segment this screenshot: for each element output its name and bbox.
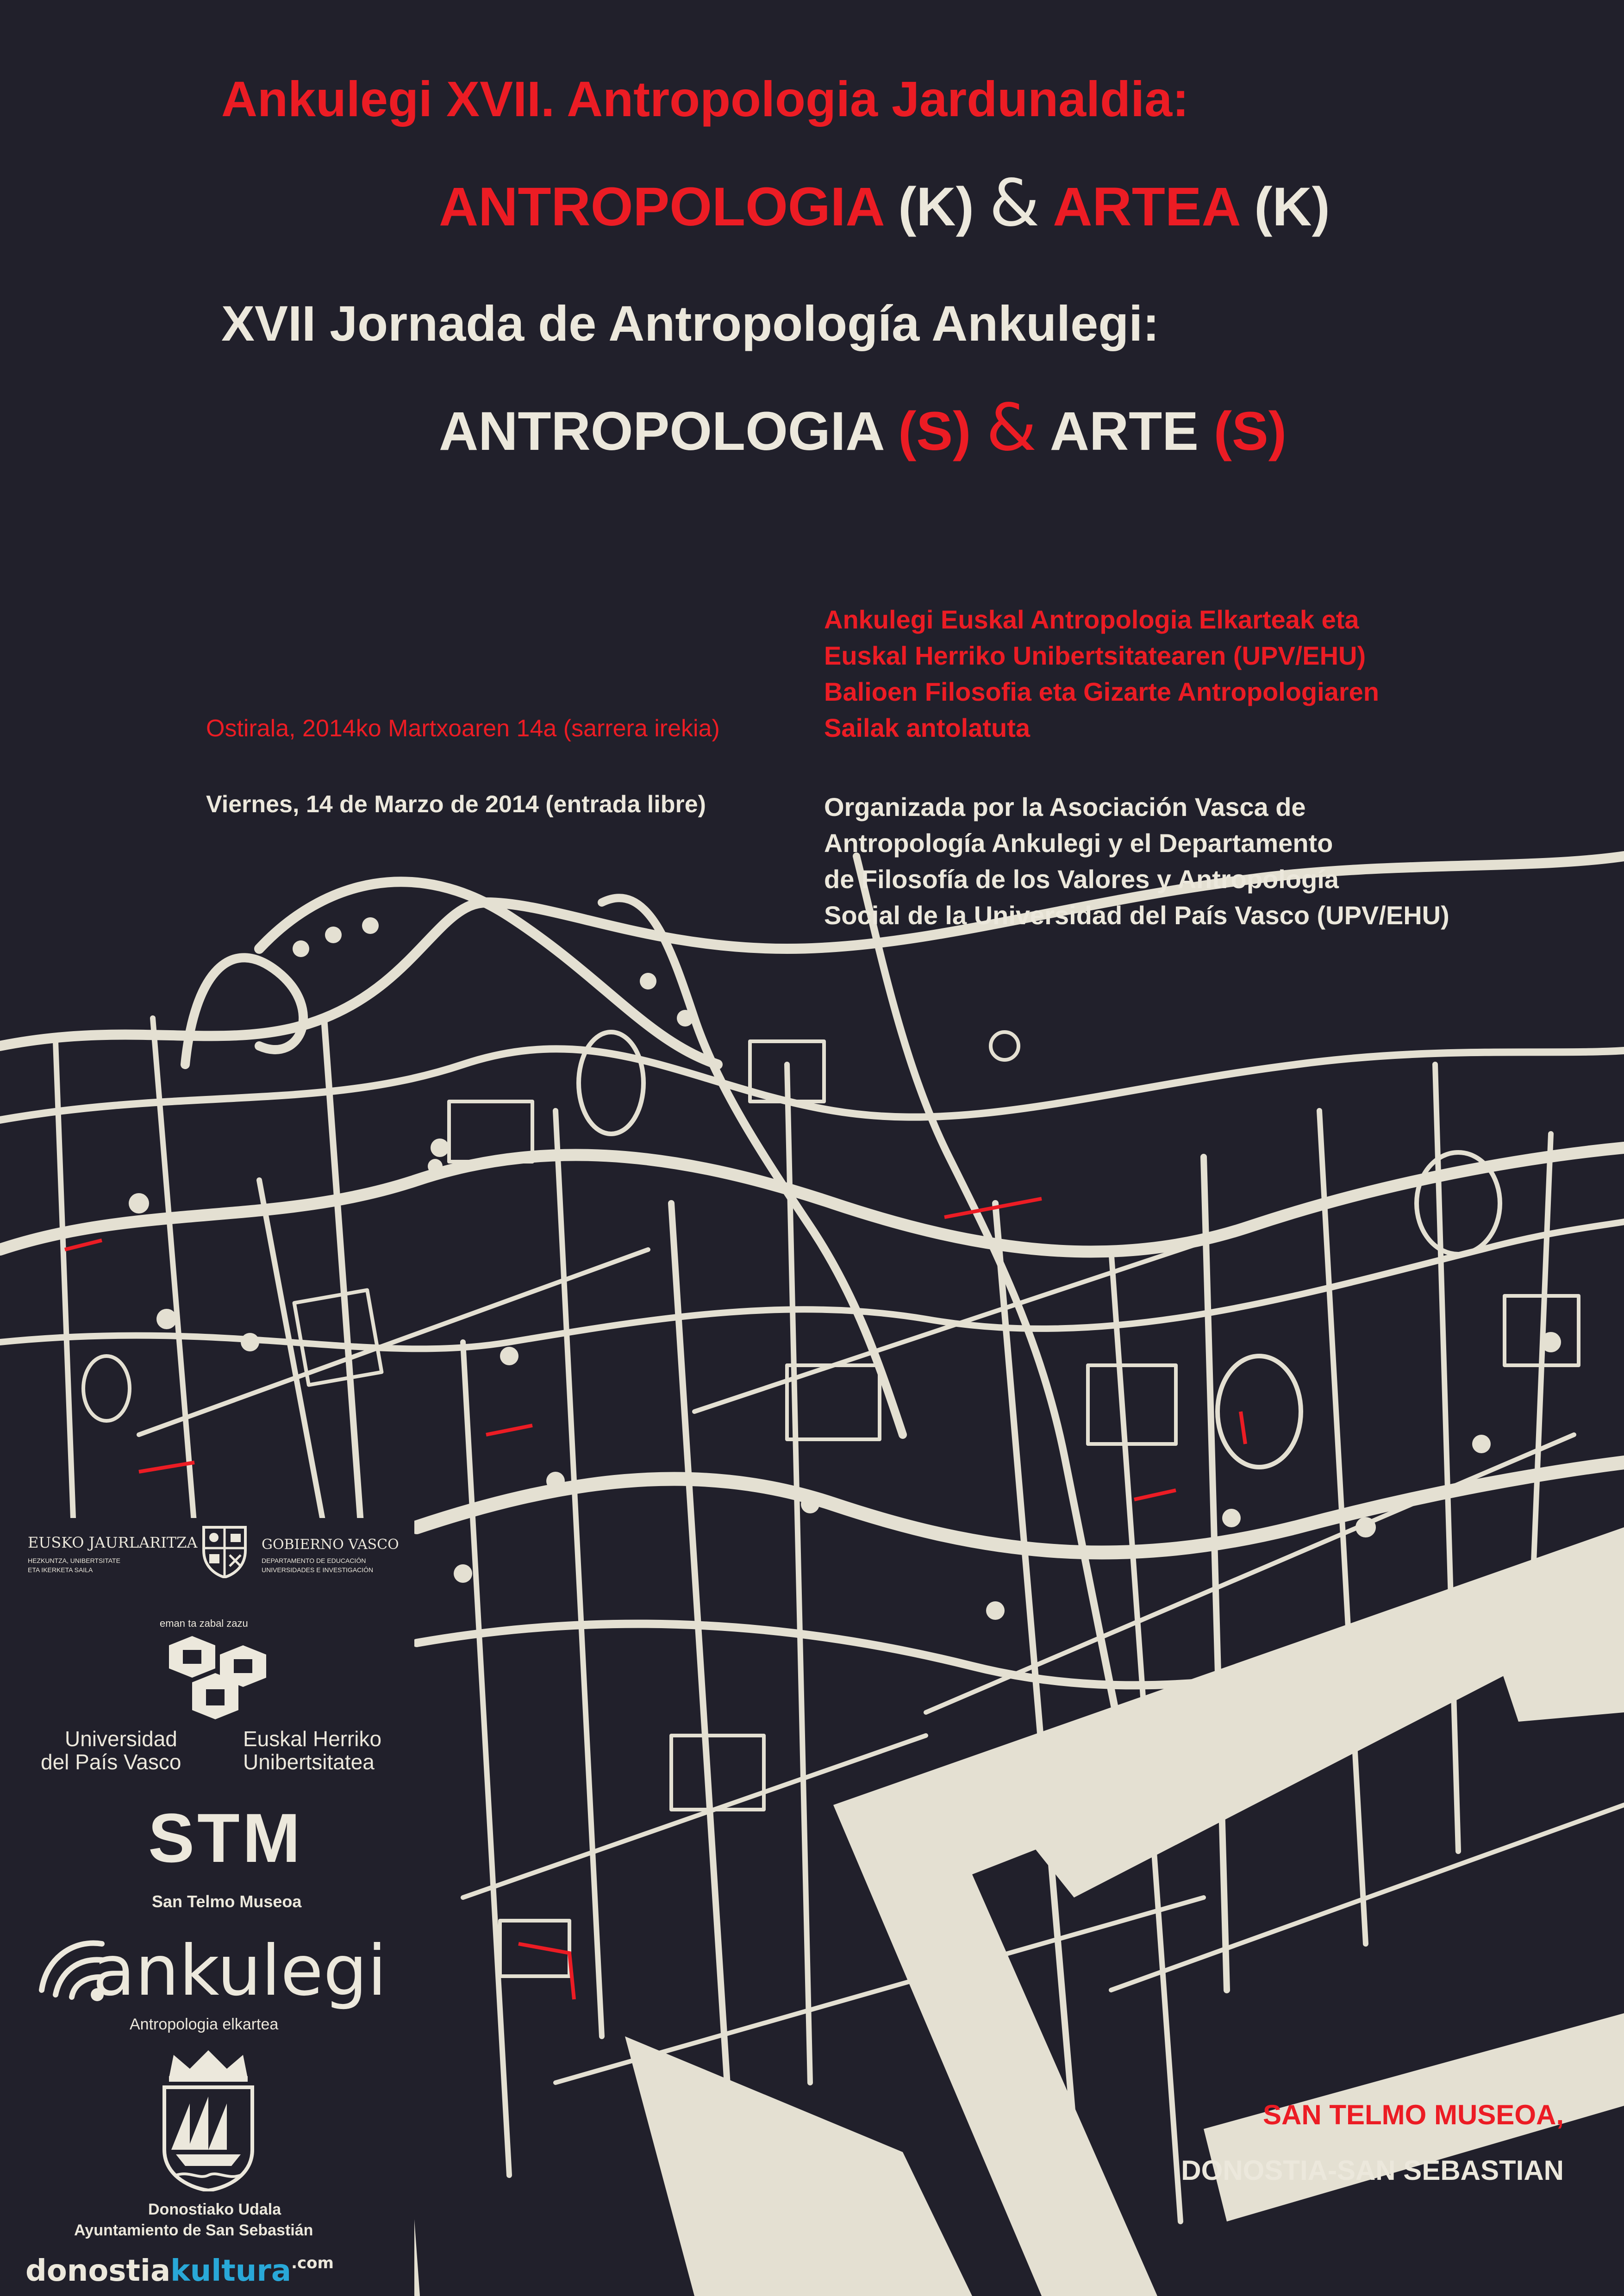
subtitle-spanish-ampersand: & (986, 390, 1037, 466)
gobierno-vasco-title: GOBIERNO VASCO (262, 1537, 399, 1553)
upv-spanish-name-2: del País Vasco (41, 1750, 181, 1774)
stm-name: San Telmo Museoa (152, 1892, 302, 1911)
organizers-basque-line: Euskal Herriko Unibertsitatearen (UPV/EHU) (824, 641, 1366, 670)
gobierno-vasco-sub2: UNIVERSIDADES E INVESTIGACIÓN (262, 1566, 374, 1574)
organizers-spanish (824, 789, 1449, 933)
subtitle-spanish (439, 390, 1287, 466)
subtitle-spanish-word-b: ARTE (1049, 401, 1199, 462)
upv-motto: eman ta zabal zazu (160, 1618, 248, 1629)
crown-icon (164, 2046, 252, 2083)
date-spanish: Viernes, 14 de Marzo de 2014 (entrada libre) (206, 791, 706, 818)
upv-basque-name-2: Unibertsitatea (243, 1750, 375, 1774)
ankulegi-logo: ankulegi (93, 1931, 387, 2011)
subtitle-basque-word-b: ARTEA (1053, 176, 1239, 237)
venue-name: SAN TELMO MUSEOA, (1262, 2099, 1564, 2130)
coat-of-arms-icon (199, 1523, 250, 1578)
organizers-spanish-line: Antropología Ankulegi y el Departamento (824, 828, 1333, 858)
organizers-basque (824, 602, 1379, 746)
subtitle-basque-k-a: (K) (898, 176, 974, 237)
donostiakultura-part-a: donostia (25, 2254, 171, 2288)
organizers-basque-line: Balioen Filosofia eta Gizarte Antropologiaren (824, 677, 1379, 706)
gobierno-vasco-sub1: DEPARTAMENTO DE EDUCACIÓN (262, 1557, 366, 1564)
organizers-spanish-line: de Filosofía de los Valores y Antropología (824, 865, 1339, 894)
eusko-jaurlaritza-title: EUSKO JAURLARITZA (28, 1534, 198, 1551)
upv-spanish-name-1: Universidad (65, 1727, 177, 1751)
subtitle-basque-k-b: (K) (1254, 176, 1330, 237)
donostiakultura-logo (25, 2254, 334, 2288)
stm-logo: STM (148, 1799, 303, 1877)
upv-basque-name-1: Euskal Herriko (243, 1727, 382, 1751)
sailing-ship-icon (162, 2085, 255, 2191)
organizers-basque-line: Sailak antolatuta (824, 713, 1031, 742)
date-basque: Ostirala, 2014ko Martxoaren 14a (sarrera irekia) (206, 715, 720, 742)
subtitle-spanish-s-a: (S) (898, 401, 971, 462)
title-spanish: XVII Jornada de Antropología Ankulegi: (221, 295, 1160, 351)
subtitle-spanish-word-a: ANTROPOLOGIA (439, 401, 883, 462)
university-logo-icon (164, 1636, 285, 1719)
subtitle-basque (439, 166, 1330, 241)
donostiakultura-part-b: kultura (170, 2254, 292, 2288)
subtitle-basque-word-a: ANTROPOLOGIA (439, 176, 883, 237)
eusko-jaurlaritza-sub2: ETA IKERKETA SAILA (28, 1566, 93, 1574)
venue-city: DONOSTIA-SAN SEBASTIAN (1181, 2155, 1564, 2186)
donostia-city-spanish: Ayuntamiento de San Sebastián (74, 2221, 313, 2239)
subtitle-spanish-s-b: (S) (1213, 401, 1287, 462)
donostiakultura-part-c: .com (291, 2254, 334, 2272)
title-basque: Ankulegi XVII. Antropologia Jardunaldia: (221, 71, 1189, 127)
sponsor-panel (0, 1518, 414, 2296)
organizers-spanish-line: Organizada por la Asociación Vasca de (824, 792, 1306, 821)
eusko-jaurlaritza-sub1: HEZKUNTZA, UNIBERTSITATE (28, 1557, 120, 1564)
organizers-spanish-line: Social de la Universidad del País Vasco (UPV/EHU) (824, 901, 1449, 930)
donostia-city-basque: Donostiako Udala (148, 2201, 281, 2218)
organizers-basque-line: Ankulegi Euskal Antropologia Elkarteak eta (824, 605, 1359, 634)
ankulegi-subtitle: Antropologia elkartea (130, 2016, 279, 2033)
subtitle-basque-ampersand: & (989, 166, 1040, 241)
